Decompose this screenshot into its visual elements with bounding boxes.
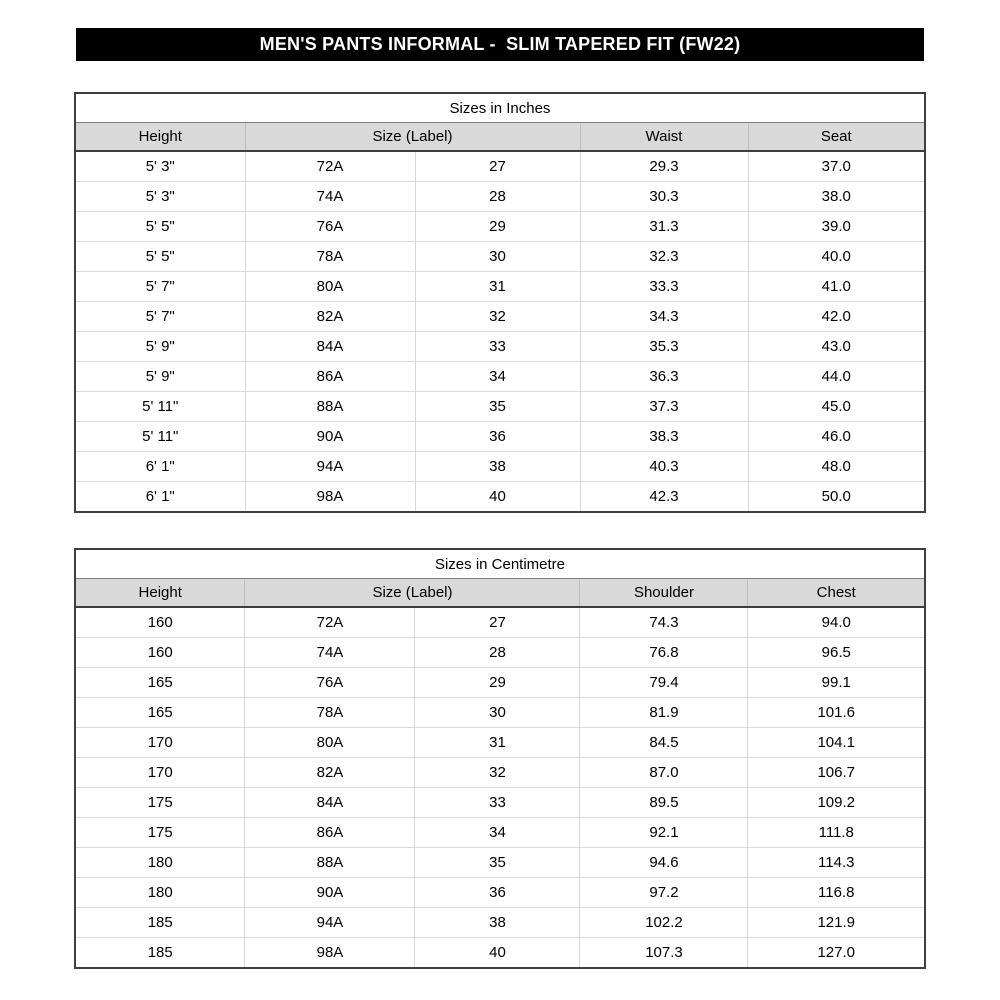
table-cell: 5' 11" bbox=[75, 392, 245, 422]
table-cell: 6' 1" bbox=[75, 482, 245, 513]
document-title-bar: MEN'S PANTS INFORMAL - SLIM TAPERED FIT (FW22) bbox=[76, 28, 924, 61]
table-cell: 84.5 bbox=[580, 728, 748, 758]
table-cell: 88A bbox=[245, 848, 415, 878]
table-cell: 84A bbox=[245, 788, 415, 818]
table-cell: 48.0 bbox=[748, 452, 925, 482]
table-body bbox=[75, 607, 925, 968]
table-cell: 33 bbox=[415, 332, 580, 362]
table-cell: 35 bbox=[415, 392, 580, 422]
table-cell: 98A bbox=[245, 482, 415, 513]
table-cell: 38.0 bbox=[748, 182, 925, 212]
table-cell: 82A bbox=[245, 758, 415, 788]
table-cell: 29 bbox=[415, 668, 580, 698]
table-row bbox=[75, 758, 925, 788]
table-cell: 127.0 bbox=[748, 938, 925, 969]
table-row bbox=[75, 818, 925, 848]
table-cell: 97.2 bbox=[580, 878, 748, 908]
table-cell: 38.3 bbox=[580, 422, 748, 452]
table-cell: 31.3 bbox=[580, 212, 748, 242]
table-row bbox=[75, 392, 925, 422]
table-row bbox=[75, 607, 925, 638]
table-cell: 46.0 bbox=[748, 422, 925, 452]
table-cell: 36.3 bbox=[580, 362, 748, 392]
column-header: Height bbox=[75, 123, 245, 152]
table-cell: 36 bbox=[415, 422, 580, 452]
table-cell: 111.8 bbox=[748, 818, 925, 848]
table-cell: 5' 3" bbox=[75, 151, 245, 182]
table-row bbox=[75, 452, 925, 482]
table-cell: 42.3 bbox=[580, 482, 748, 513]
table-cell: 5' 5" bbox=[75, 242, 245, 272]
table-cell: 28 bbox=[415, 182, 580, 212]
table-cell: 116.8 bbox=[748, 878, 925, 908]
table-cell: 185 bbox=[75, 938, 245, 969]
table-cell: 80A bbox=[245, 272, 415, 302]
table-header-row bbox=[75, 579, 925, 608]
sizes-in-inches-table bbox=[74, 92, 926, 513]
table-cell: 5' 7" bbox=[75, 302, 245, 332]
table-cell: 34 bbox=[415, 362, 580, 392]
table-title-row bbox=[75, 549, 925, 579]
table-row bbox=[75, 908, 925, 938]
table-header-row bbox=[75, 123, 925, 152]
table-cell: 40 bbox=[415, 482, 580, 513]
table-row bbox=[75, 151, 925, 182]
table-cell: 72A bbox=[245, 151, 415, 182]
table-row bbox=[75, 878, 925, 908]
table-title: Sizes in Inches bbox=[75, 93, 925, 123]
table-cell: 160 bbox=[75, 638, 245, 668]
table-cell: 5' 9" bbox=[75, 332, 245, 362]
table-cell: 106.7 bbox=[748, 758, 925, 788]
table-cell: 32 bbox=[415, 758, 580, 788]
table-row bbox=[75, 638, 925, 668]
column-header: Size (Label) bbox=[245, 123, 580, 152]
table-cell: 80A bbox=[245, 728, 415, 758]
table-cell: 72A bbox=[245, 607, 415, 638]
table-cell: 45.0 bbox=[748, 392, 925, 422]
table-row bbox=[75, 698, 925, 728]
table-cell: 78A bbox=[245, 698, 415, 728]
table-cell: 5' 3" bbox=[75, 182, 245, 212]
table-cell: 5' 5" bbox=[75, 212, 245, 242]
table-body bbox=[75, 151, 925, 512]
table-cell: 33 bbox=[415, 788, 580, 818]
table-cell: 102.2 bbox=[580, 908, 748, 938]
table-cell: 35 bbox=[415, 848, 580, 878]
table-cell: 5' 9" bbox=[75, 362, 245, 392]
table-cell: 94.0 bbox=[748, 607, 925, 638]
table-row bbox=[75, 422, 925, 452]
table-cell: 87.0 bbox=[580, 758, 748, 788]
column-header: Height bbox=[75, 579, 245, 608]
column-header: Waist bbox=[580, 123, 748, 152]
table-cell: 38 bbox=[415, 452, 580, 482]
table-cell: 175 bbox=[75, 788, 245, 818]
table-cell: 92.1 bbox=[580, 818, 748, 848]
table-cell: 40 bbox=[415, 938, 580, 969]
table-cell: 32.3 bbox=[580, 242, 748, 272]
table-cell: 40.3 bbox=[580, 452, 748, 482]
table-cell: 170 bbox=[75, 728, 245, 758]
table-row bbox=[75, 482, 925, 513]
table-row bbox=[75, 848, 925, 878]
table-row bbox=[75, 362, 925, 392]
table-title: Sizes in Centimetre bbox=[75, 549, 925, 579]
table-cell: 90A bbox=[245, 878, 415, 908]
table-row bbox=[75, 332, 925, 362]
table-cell: 29.3 bbox=[580, 151, 748, 182]
table-cell: 99.1 bbox=[748, 668, 925, 698]
table-title-row bbox=[75, 93, 925, 123]
table-cell: 82A bbox=[245, 302, 415, 332]
table-cell: 160 bbox=[75, 607, 245, 638]
table-cell: 121.9 bbox=[748, 908, 925, 938]
table-cell: 94A bbox=[245, 908, 415, 938]
table-cell: 98A bbox=[245, 938, 415, 969]
table-cell: 78A bbox=[245, 242, 415, 272]
table-cell: 6' 1" bbox=[75, 452, 245, 482]
table-cell: 101.6 bbox=[748, 698, 925, 728]
table-cell: 86A bbox=[245, 362, 415, 392]
table-row bbox=[75, 788, 925, 818]
table-cell: 89.5 bbox=[580, 788, 748, 818]
table-cell: 42.0 bbox=[748, 302, 925, 332]
table-cell: 33.3 bbox=[580, 272, 748, 302]
table-cell: 175 bbox=[75, 818, 245, 848]
table-cell: 109.2 bbox=[748, 788, 925, 818]
table-cell: 36 bbox=[415, 878, 580, 908]
table-cell: 35.3 bbox=[580, 332, 748, 362]
table-cell: 76A bbox=[245, 668, 415, 698]
table-cell: 170 bbox=[75, 758, 245, 788]
table-cell: 185 bbox=[75, 908, 245, 938]
table-cell: 76.8 bbox=[580, 638, 748, 668]
table-row bbox=[75, 668, 925, 698]
column-header: Size (Label) bbox=[245, 579, 580, 608]
table-cell: 34 bbox=[415, 818, 580, 848]
table-cell: 114.3 bbox=[748, 848, 925, 878]
table-cell: 43.0 bbox=[748, 332, 925, 362]
table-row bbox=[75, 728, 925, 758]
table-cell: 44.0 bbox=[748, 362, 925, 392]
table-cell: 30 bbox=[415, 242, 580, 272]
table-cell: 165 bbox=[75, 668, 245, 698]
table-cell: 27 bbox=[415, 607, 580, 638]
table-cell: 34.3 bbox=[580, 302, 748, 332]
table-cell: 86A bbox=[245, 818, 415, 848]
table-cell: 84A bbox=[245, 332, 415, 362]
table-cell: 31 bbox=[415, 728, 580, 758]
table-row bbox=[75, 938, 925, 969]
column-header: Seat bbox=[748, 123, 925, 152]
table-cell: 81.9 bbox=[580, 698, 748, 728]
table-cell: 27 bbox=[415, 151, 580, 182]
table-cell: 40.0 bbox=[748, 242, 925, 272]
table-cell: 94A bbox=[245, 452, 415, 482]
table-cell: 50.0 bbox=[748, 482, 925, 513]
table-row bbox=[75, 242, 925, 272]
table-cell: 76A bbox=[245, 212, 415, 242]
table-cell: 180 bbox=[75, 878, 245, 908]
table-cell: 31 bbox=[415, 272, 580, 302]
sizes-in-centimetre-table bbox=[74, 548, 926, 969]
table-row bbox=[75, 182, 925, 212]
table-cell: 41.0 bbox=[748, 272, 925, 302]
table-cell: 32 bbox=[415, 302, 580, 332]
table-row bbox=[75, 302, 925, 332]
table-cell: 28 bbox=[415, 638, 580, 668]
table-cell: 30.3 bbox=[580, 182, 748, 212]
column-header: Chest bbox=[748, 579, 925, 608]
table-cell: 38 bbox=[415, 908, 580, 938]
table-cell: 37.0 bbox=[748, 151, 925, 182]
table-cell: 94.6 bbox=[580, 848, 748, 878]
table-cell: 39.0 bbox=[748, 212, 925, 242]
table-cell: 79.4 bbox=[580, 668, 748, 698]
table-cell: 29 bbox=[415, 212, 580, 242]
table-cell: 5' 11" bbox=[75, 422, 245, 452]
table-cell: 180 bbox=[75, 848, 245, 878]
table-cell: 74A bbox=[245, 182, 415, 212]
table-cell: 165 bbox=[75, 698, 245, 728]
table-row bbox=[75, 272, 925, 302]
table-cell: 30 bbox=[415, 698, 580, 728]
table-cell: 96.5 bbox=[748, 638, 925, 668]
table-cell: 5' 7" bbox=[75, 272, 245, 302]
table-cell: 37.3 bbox=[580, 392, 748, 422]
table-cell: 88A bbox=[245, 392, 415, 422]
table-cell: 74A bbox=[245, 638, 415, 668]
table-cell: 107.3 bbox=[580, 938, 748, 969]
table-cell: 104.1 bbox=[748, 728, 925, 758]
column-header: Shoulder bbox=[580, 579, 748, 608]
table-row bbox=[75, 212, 925, 242]
table-cell: 74.3 bbox=[580, 607, 748, 638]
table-cell: 90A bbox=[245, 422, 415, 452]
